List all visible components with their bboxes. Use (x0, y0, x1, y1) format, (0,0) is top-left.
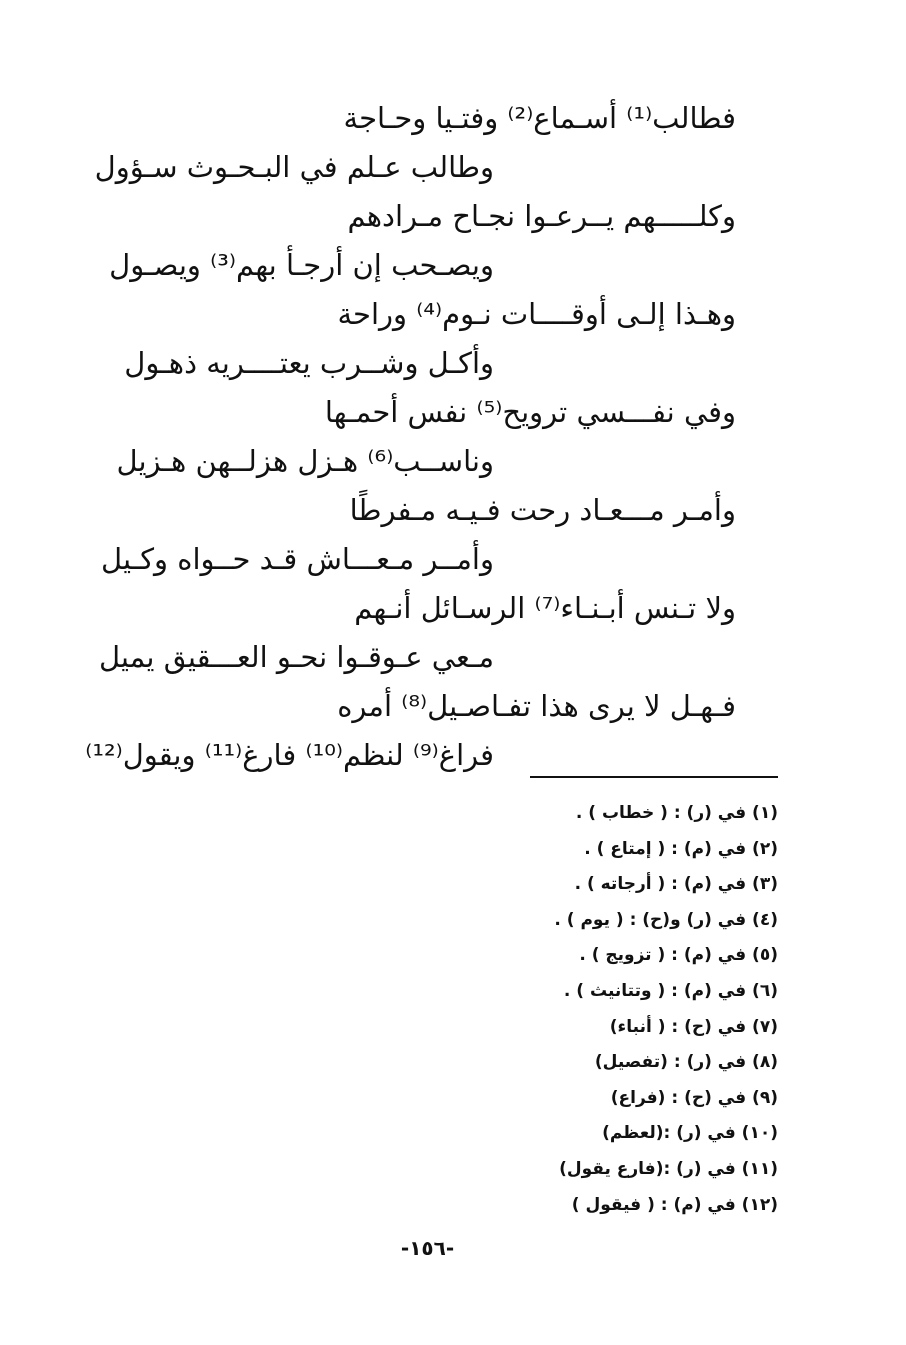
footnote-2: (٢) في (م) : ( إمتاع ) . (584, 838, 778, 859)
footnotes-list (554, 796, 778, 1223)
footnote-1: (١) في (ر) : ( خطاب ) . (575, 803, 778, 823)
footnote-11: (١١) في (ر) :(فارع يقول) (559, 1158, 778, 1179)
verse-line-14: فراغ⁽⁹⁾ لنظم⁽¹⁰⁾ فارغ⁽¹¹⁾ ويقول⁽¹²⁾ (85, 738, 494, 772)
footnote-5: (٥) في (م) : ( تزويج ) . (579, 945, 778, 966)
verse-line-13: فـهـل لا يرى هذا تفـاصـيل⁽⁸⁾ أمره (337, 689, 736, 723)
verse-line-1: فطالب⁽¹⁾ أسـماع⁽²⁾ وفتـيا وحـاجة (343, 101, 736, 135)
footnote-4: (٤) في (ر) و(ح) : ( يوم ) . (554, 909, 778, 930)
verse-line-5: وهـذا إلـى أوقــــات نـوم⁽⁴⁾ وراحة (337, 297, 736, 331)
verse-line-7: وفي نفـــسي ترويح⁽⁵⁾ نفس أحمـها (324, 395, 736, 429)
page-number: -١٥٦- (400, 1236, 455, 1260)
footnote-7: (٧) في (ح) : ( أنباء) (609, 1016, 778, 1037)
footnote-8: (٨) في (ر) : (تفصيل) (594, 1052, 778, 1073)
verse-line-4: ويصـحب إن أرجـأ بهم⁽³⁾ ويصـول (109, 248, 494, 282)
footnote-10: (١٠) في (ر) :(لعظم) (602, 1123, 778, 1144)
verse-line-12: مـعي عـوقـوا نحـو العـــقيق يميل (98, 640, 494, 674)
footnote-3: (٣) في (م) : ( أرجاته ) . (574, 874, 778, 895)
verse-line-11: ولا تـنس أبـنـاء⁽⁷⁾ الرسـائل أنـهم (354, 591, 736, 625)
footnote-divider (530, 776, 778, 778)
verse-line-6: وأكـل وشــرب يعتــــريه ذهـول (124, 346, 494, 380)
footnote-9: (٩) في (ح) : (فراع) (610, 1087, 778, 1108)
footnote-12: (١٢) في (م) : ( فيقول ) (571, 1194, 778, 1215)
verse-line-9: وأمـر مـــعـاد رحت فـيـه مـفرطًا (349, 493, 736, 527)
verse-line-10: وأمــر مـعـــاش قـد حــواه وكـيل (101, 542, 494, 576)
footnote-6: (٦) في (م) : ( وتتانيث ) . (563, 980, 778, 1001)
verse-line-2: وطالب عـلم في البـحـوث سـؤول (94, 150, 494, 184)
verse-line-3: وكلـــــهم يــرعـوا نجـاح مـرادهم (347, 199, 736, 233)
verse-line-8: وناســب⁽⁶⁾ هـزل هزلــهن هـزيل (116, 444, 494, 478)
